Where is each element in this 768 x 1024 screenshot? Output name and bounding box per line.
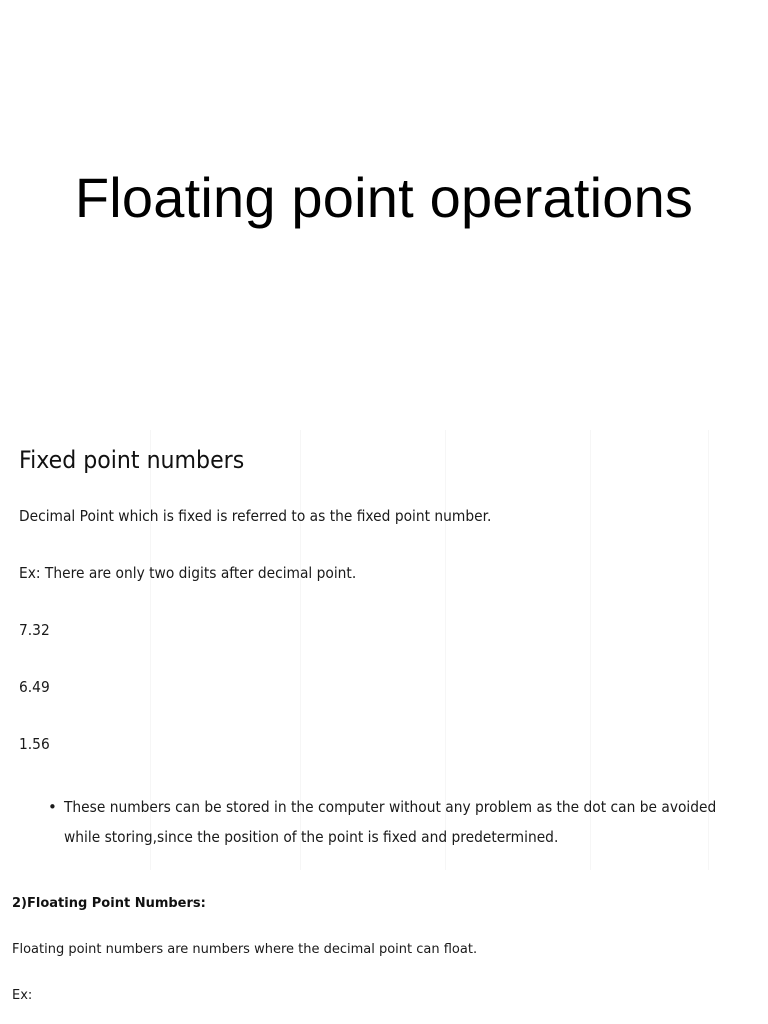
- bullet-list-item: [48, 792, 748, 852]
- bullet-marker: •: [48, 798, 57, 816]
- floating-point-definition: Floating point numbers are numbers where the decimal point can float.: [12, 942, 478, 957]
- page-title: Floating point operations: [74, 166, 694, 229]
- fixed-point-example-intro: Ex: There are only two digits after decimal point.: [19, 564, 357, 582]
- example-value: 6.49: [19, 678, 50, 696]
- floating-point-example-label: Ex:: [12, 988, 33, 1003]
- example-value: 1.56: [19, 735, 50, 753]
- example-value: 7.32: [19, 621, 50, 639]
- fixed-point-heading: Fixed point numbers: [19, 446, 245, 474]
- floating-point-heading: 2)Floating Point Numbers:: [12, 896, 206, 911]
- fixed-point-definition: Decimal Point which is fixed is referred to as the fixed point number.: [19, 507, 492, 525]
- bullet-text: These numbers can be stored in the computer without any problem as the dot can be avoided while storing,since the position of the point is fixed and predetermined.: [64, 798, 717, 846]
